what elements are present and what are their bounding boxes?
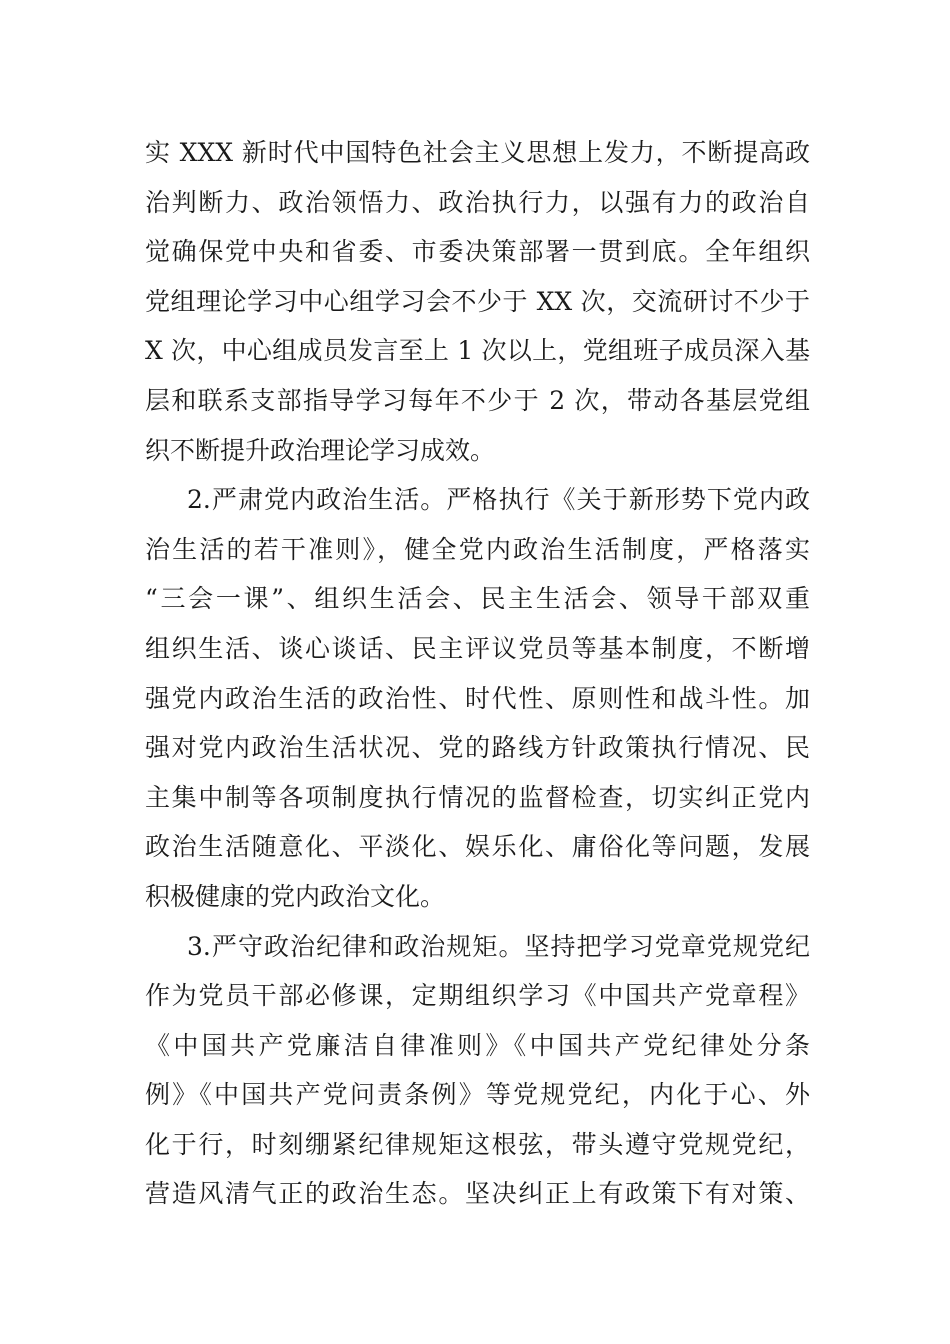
text-line: 积极健康的党内政治文化。 <box>145 881 446 911</box>
text-line: “三会一课”、组织生活会、民主生活会、领导干部双重 <box>145 584 810 614</box>
paragraph-2-heading-line: 2.严肃党内政治生活。严格执行《关于新形势下党内政 <box>187 485 810 515</box>
text-line: 强党内政治生活的政治性、时代性、原则性和战斗性。加 <box>145 683 810 713</box>
text-line: 营造风清气正的政治生态。坚决纠正上有政策下有对策、 <box>145 1179 810 1209</box>
text-line: 治判断力、政治领悟力、政治执行力，以强有力的政治自 <box>145 187 810 217</box>
text-line: 政治生活随意化、平淡化、娱乐化、庸俗化等问题，发展 <box>145 832 810 862</box>
text-line: 治生活的若干准则》，健全党内政治生活制度，严格落实 <box>145 534 810 564</box>
text-line: 化于行，时刻绷紧纪律规矩这根弦，带头遵守党规党纪， <box>145 1129 810 1159</box>
paragraph-3-heading-line: 3.严守政治纪律和政治规矩。坚持把学习党章党规党纪 <box>187 931 810 961</box>
text-line: 强对党内政治生活状况、党的路线方针政策执行情况、民 <box>145 733 810 763</box>
text-line: 例》《中国共产党问责条例》等党规党纪，内化于心、外 <box>145 1080 810 1110</box>
text-line: 《中国共产党廉洁自律准则》《中国共产党纪律处分条 <box>145 1030 810 1060</box>
text-line: X 次，中心组成员发言至上 1 次以上，党组班子成员深入基 <box>145 336 810 366</box>
text-line: 实 XXX 新时代中国特色社会主义思想上发力，不断提高政 <box>145 138 810 167</box>
text-line: 织不断提升政治理论学习成效。 <box>145 435 496 465</box>
text-line: 作为党员干部必修课，定期组织学习《中国共产党章程》 <box>145 981 810 1011</box>
text-line: 觉确保党中央和省委、市委决策部署一贯到底。全年组织 <box>145 237 810 267</box>
body-text <box>145 128 810 1219</box>
text-line: 层和联系支部指导学习每年不少于 2 次，带动各基层党组 <box>145 385 810 415</box>
text-line: 党组理论学习中心组学习会不少于 XX 次，交流研讨不少于 <box>145 286 810 316</box>
text-line: 组织生活、谈心谈话、民主评议党员等基本制度，不断增 <box>145 633 810 663</box>
text-line: 主集中制等各项制度执行情况的监督检查，切实纠正党内 <box>145 782 810 812</box>
